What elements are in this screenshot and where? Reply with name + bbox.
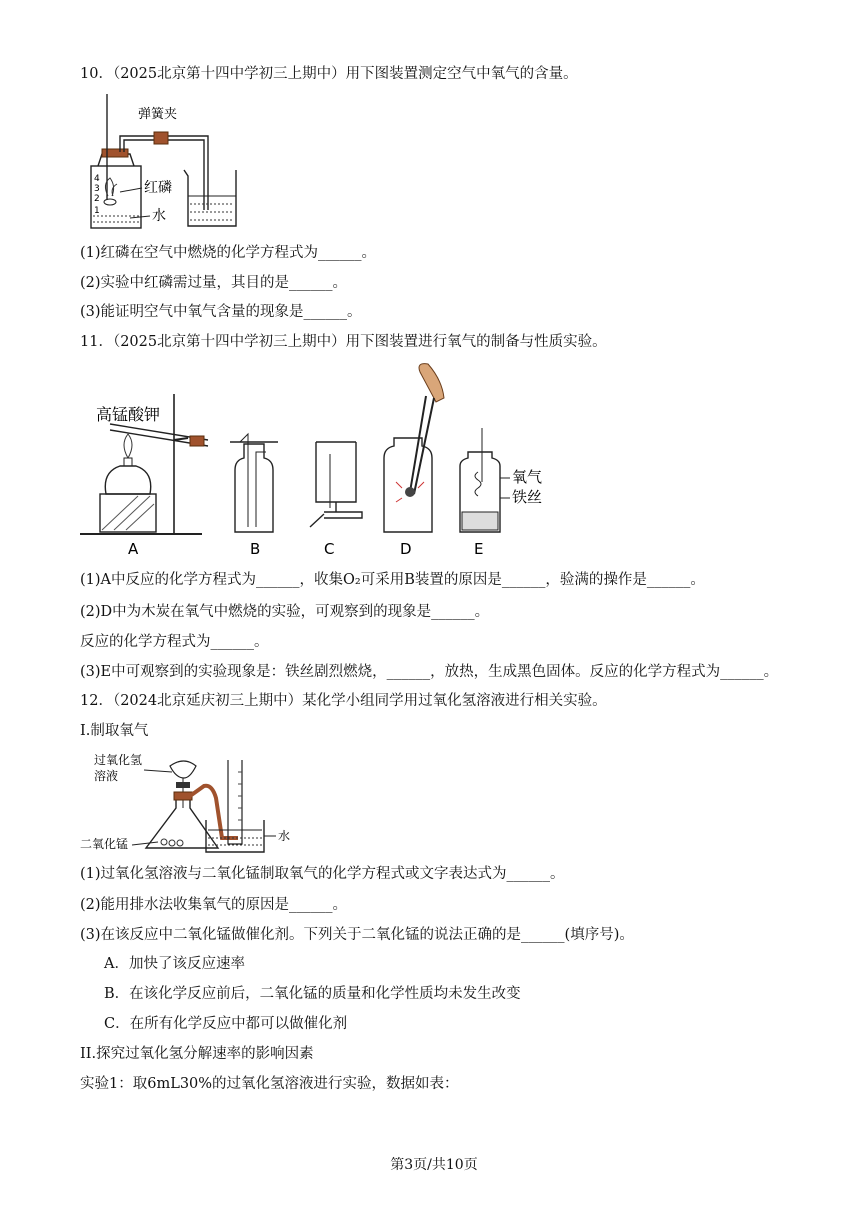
- iron-wire-label: 铁丝: [512, 488, 543, 506]
- h2o2-label-1: 过氧化氢: [94, 753, 143, 767]
- mark-3: 3: [94, 184, 100, 194]
- h2o2-label-2: 溶液: [94, 769, 119, 783]
- cylinder: [228, 760, 242, 844]
- beaker: [184, 170, 236, 226]
- q10-sub3: (3)能证明空气中氧气含量的现象是______。: [80, 304, 362, 320]
- q12-option-c: C．在所有化学反应中都可以做催化剂: [104, 1016, 348, 1032]
- phosphorus-label: 红磷: [144, 180, 172, 196]
- mno2-label: 二氧化锰: [80, 837, 129, 851]
- q10-sub1: (1)红磷在空气中燃烧的化学方程式为______。: [80, 245, 377, 261]
- q12-sub3: (3)在该反应中二氧化锰做催化剂。下列关于二氧化锰的说法正确的是______(填序号)。: [80, 927, 634, 943]
- q10-sub2: (2)实验中红磷需过量，其目的是______。: [80, 275, 348, 291]
- label-C: C: [324, 540, 335, 558]
- q12-part1: I.制取氧气: [80, 723, 149, 739]
- hand-icon: [419, 364, 444, 402]
- label-B: B: [250, 540, 261, 558]
- mark-4: 4: [94, 174, 100, 184]
- water-label-12: 水: [278, 829, 291, 843]
- q11-sub3: (3)E中可观察到的实验现象是：铁丝剧烈燃烧，______，放热，生成黑色固体。反应的化学方程式为______。: [80, 664, 779, 680]
- alcohol-lamp: [105, 466, 150, 494]
- q11-figure: [80, 362, 560, 566]
- funnel: [170, 761, 196, 778]
- clamp: [154, 132, 168, 144]
- q12-option-b: B．在该化学反应前后，二氧化锰的质量和化学性质均未发生改变: [104, 986, 521, 1002]
- q12-part2: II.探究过氧化氢分解速率的影响因素: [80, 1046, 314, 1062]
- block: [100, 494, 156, 532]
- q10-figure: [80, 92, 280, 238]
- clamp-label: 弹簧夹: [138, 107, 178, 122]
- bottle-B: [235, 444, 273, 532]
- q12-sub2: (2)能用排水法收集氧气的原因是______。: [80, 897, 348, 913]
- label-A: A: [128, 540, 139, 558]
- bottle-D: [384, 438, 432, 532]
- label-D: D: [400, 540, 412, 558]
- mark-1: 1: [94, 206, 100, 216]
- q12-stem: 12．（2024北京延庆初三上期中）某化学小组同学用过氧化氢溶液进行相关实验。: [80, 693, 607, 709]
- mark-2: 2: [94, 194, 100, 204]
- oxygen-label: 氧气: [512, 468, 543, 486]
- bottle-C: [316, 442, 356, 502]
- page-footer: 第3页/共10页: [390, 1157, 478, 1173]
- q12-exp1: 实验1：取6mL30%的过氧化氢溶液进行实验，数据如表：: [80, 1076, 459, 1092]
- q11-sub2: (2)D中为木炭在氧气中燃烧的实验，可观察到的现象是______。: [80, 604, 490, 620]
- q12-sub1: (1)过氧化氢溶液与二氧化锰制取氧气的化学方程式或文字表达式为______。: [80, 866, 565, 882]
- label-E: E: [474, 540, 484, 558]
- q12-option-a: A．加快了该反应速率: [104, 956, 245, 972]
- q11-sub2b: 反应的化学方程式为______。: [80, 634, 269, 650]
- q10-stem: 10．（2025北京第十四中学初三上期中）用下图装置测定空气中氧气的含量。: [80, 66, 578, 82]
- q11-stem: 11．（2025北京第十四中学初三上期中）用下图装置进行氧气的制备与性质实验。: [80, 334, 607, 350]
- water-label: 水: [152, 208, 166, 224]
- kmno4-label: 高锰酸钾: [96, 405, 161, 424]
- q11-sub1: (1)A中反应的化学方程式为______，收集O₂可采用B装置的原因是______，验满的操作是______。: [80, 572, 705, 588]
- q12-figure: [80, 748, 320, 862]
